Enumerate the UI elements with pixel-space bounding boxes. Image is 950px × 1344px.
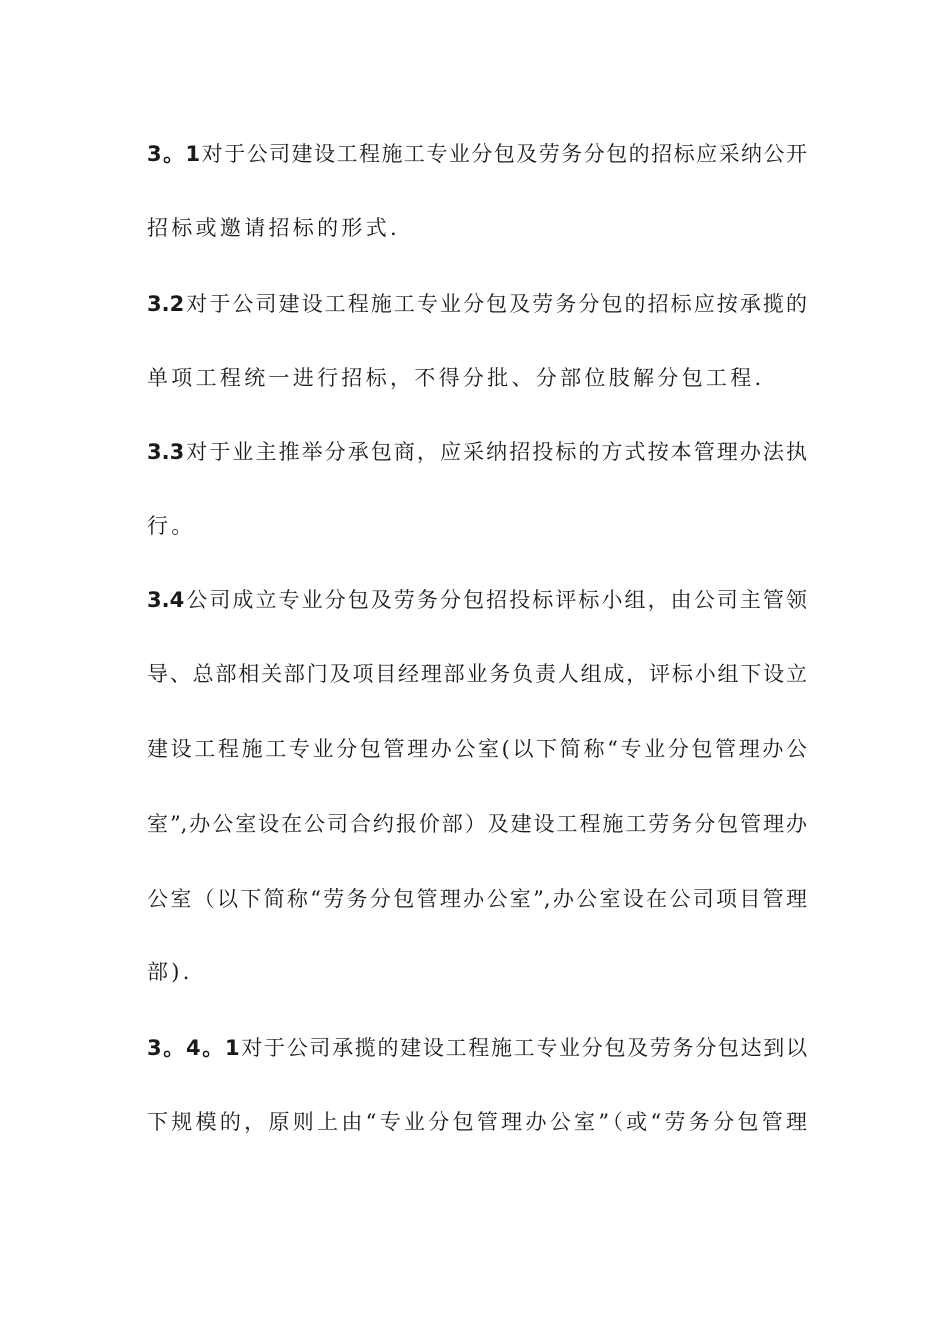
paragraph-text: 对于公司建设工程施工专业分包及劳务分包的招标应按承揽的: [184, 292, 807, 316]
section-3-4-line-6: 部).: [147, 960, 193, 984]
section-number: 3。4。1: [147, 1036, 240, 1060]
paragraph-text: 对于业主推举分承包商，应采纳招投标的方式按本管理办法执: [184, 440, 807, 464]
paragraph-text: 对于公司建设工程施工专业分包及劳务分包的招标应采纳公开: [200, 142, 808, 166]
section-3-2-line-2: 单项工程统一进行招标，不得分批、分部位肢解分包工程.: [147, 366, 765, 390]
section-number: 3.2: [147, 292, 185, 316]
paragraph-text: 对于公司承揽的建设工程施工专业分包及劳务分包达到以: [239, 1036, 807, 1060]
section-3-4-line-4: 室”,办公室设在公司合约报价部）及建设工程施工劳务分包管理办: [147, 812, 807, 836]
section-3-4-1-line-2: 下规模的，原则上由“专业分包管理办公室”（或“劳务分包管理: [147, 1110, 807, 1134]
section-3-3-line-2: 行。: [147, 514, 196, 538]
section-number: 3.4: [147, 588, 185, 612]
section-3-4-line-2: 导、总部相关部门及项目经理部业务负责人组成，评标小组下设立: [147, 662, 807, 686]
paragraph-text: 公司成立专业分包及劳务分包招投标评标小组，由公司主管领: [184, 588, 807, 612]
section-3-4-1-line-1: [147, 1034, 807, 1062]
section-3-1-line-1: [147, 140, 807, 168]
section-number: 3.3: [147, 440, 185, 464]
section-3-3-line-1: [147, 438, 807, 466]
section-number: 3。1: [147, 142, 201, 166]
section-3-4-line-1: [147, 586, 807, 614]
section-3-4-line-3: 建设工程施工专业分包管理办公室(以下简称“专业分包管理办公: [147, 737, 807, 761]
section-3-2-line-1: [147, 290, 807, 318]
section-3-1-line-2: 招标或邀请招标的形式.: [147, 216, 400, 240]
section-3-4-line-5: 公室（以下简称“劳务分包管理办公室”,办公室设在公司项目管理: [147, 887, 807, 911]
